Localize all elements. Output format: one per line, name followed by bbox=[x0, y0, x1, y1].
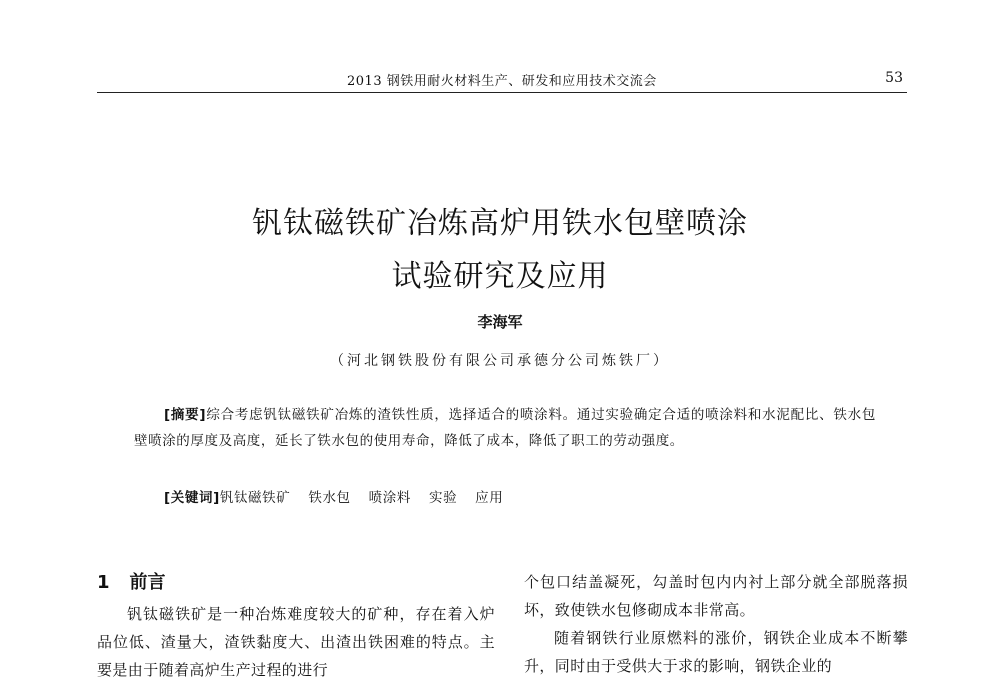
left-column bbox=[97, 568, 495, 684]
page-number: 53 bbox=[885, 70, 903, 86]
header-title: 2013 钢铁用耐火材料生产、研发和应用技术交流会 bbox=[347, 74, 657, 89]
author-affiliation: （河北钢铁股份有限公司承德分公司炼铁厂） bbox=[330, 353, 670, 369]
keywords bbox=[164, 486, 521, 506]
keyword: 铁水包 bbox=[308, 490, 351, 506]
keyword: 喷涂料 bbox=[368, 490, 411, 506]
section-number: 1 bbox=[97, 572, 110, 593]
keyword: 实验 bbox=[428, 490, 458, 506]
body-paragraph: 个包口结盖凝死，勾盖时包内内衬上部分就全部脱落损坏，致使铁水包修砌成本非常高。 bbox=[524, 573, 908, 619]
keyword: 应用 bbox=[475, 490, 504, 506]
keywords-label: [关键词] bbox=[164, 490, 220, 506]
abstract-label: [摘要] bbox=[164, 407, 207, 423]
section-heading bbox=[97, 568, 495, 594]
body-paragraph: 钒钛磁铁矿是一种冶炼难度较大的矿种，存在着入炉品位低、渣量大，渣铁黏度大、出渣出铁困难的特点。主要是由于随着高炉生产过程的进行 bbox=[97, 605, 495, 679]
abstract bbox=[134, 402, 876, 454]
section-title: 前言 bbox=[129, 572, 166, 593]
body-paragraph: 随着钢铁行业原燃料的涨价，钢铁企业成本不断攀升，同时由于受供大于求的影响，钢铁企业的 bbox=[524, 629, 908, 675]
right-column bbox=[524, 568, 908, 680]
paper-title-line2: 试验研究及应用 bbox=[391, 259, 609, 294]
paper-title-line1: 钒钛磁铁矿冶炼高炉用铁水包壁喷涂 bbox=[252, 206, 748, 241]
abstract-text: 综合考虑钒钛磁铁矿冶炼的渣铁性质，选择适合的喷涂料。通过实验确定合适的喷涂料和水泥配比、铁水包壁喷涂的厚度及高度，延长了铁水包的使用寿命，降低了成本，降低了职工的劳动强度。 bbox=[134, 407, 876, 449]
author-name: 李海军 bbox=[477, 313, 523, 331]
running-header bbox=[97, 68, 907, 93]
keyword: 钒钛磁铁矿 bbox=[219, 490, 291, 506]
